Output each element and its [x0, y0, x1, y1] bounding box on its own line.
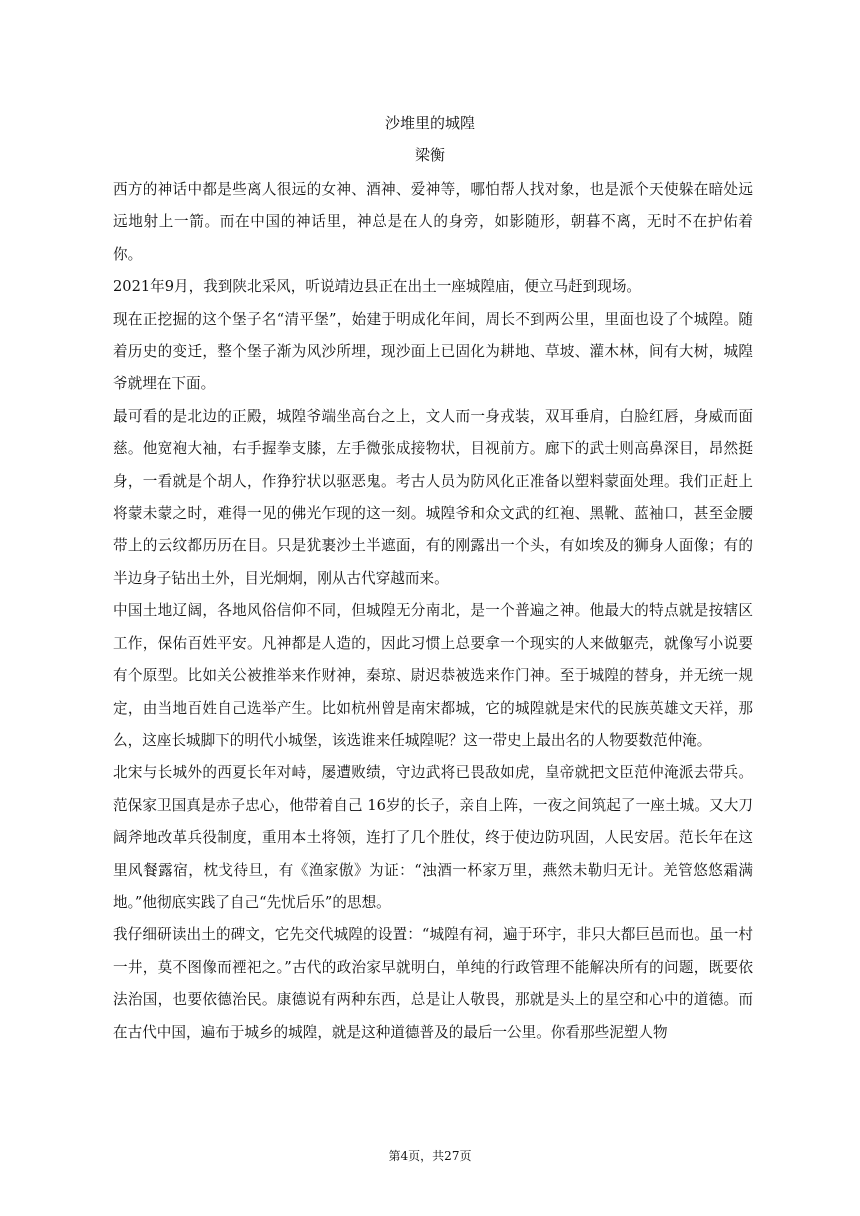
- paragraph: 最可看的是北边的正殿，城隍爷端坐高台之上，文人而一身戎装，双耳垂肩，白脸红唇，身威而面慈。他宽袍大袖，右手握拳支膝，左手微张成接物状，目视前方。廊下的武士则高鼻深目，昂然挺身，一看就是个胡人，作狰狞状以驱恶鬼。考古人员为防风化正准备以塑料蒙面处理。我们正赶上将蒙未蒙之时，难得一见的佛光乍现的这一刻。城隍爷和众文武的红袍、黑靴、蓝袖口，甚至金腰带上的云纹都历历在目。只是犹裹沙土半遮面，有的刚露出一个头，有如埃及的狮身人面像；有的半边身子钻出土外，目光炯炯，刚从古代穿越而来。: [113, 407, 753, 587]
- paragraph: 2021年9月，我到陕北采风，听说靖边县正在出土一座城隍庙，便立马赶到现场。: [113, 278, 642, 296]
- paragraph: 北宋与长城外的西夏长年对峙，屡遭败绩，守边武将已畏敌如虎，皇帝就把文臣范仲淹派去带兵。范保家卫国真是赤子忠心，他带着自己 16岁的长子，亲自上阵，一夜之间筑起了一座土城。又大刀阔斧地改革兵役制度，重用本土将领，连打了几个胜仗，终于使边防巩固，人民安居。范长年在这里风餐露宿，枕戈待旦，有《渔家傲》为证：“浊酒一杯家万里，燕然未勒归无计。羌管悠悠霜满地。”他彻底实践了自己“先忧后乐”的思想。: [113, 764, 753, 911]
- article-author: 梁衡: [414, 146, 445, 164]
- paragraph: 中国土地辽阔，各地风俗信仰不同，但城隍无分南北，是一个普遍之神。他最大的特点就是按辖区工作，保佑百姓平安。凡神都是人造的，因此习惯上总要拿一个现实的人来做躯壳，就像写小说要有个原型。比如关公被推举来作财神，秦琼、尉迟恭被选来作门神。至于城隍的替身，并无统一规定，由当地百姓自己选举产生。比如杭州曾是南宋都城，它的城隍就是宋代的民族英雄文天祥，那么，这座长城脚下的明代小城堡，该选谁来任城隍呢？这一带史上最出名的人物要数范仲淹。: [113, 602, 753, 749]
- paragraph: 西方的神话中都是些离人很远的女神、酒神、爱神等，哪怕帮人找对象，也是派个天使躲在暗处远远地射上一箭。而在中国的神话里，神总是在人的身旁，如影随形，朝暮不离，无时不在护佑着你。: [113, 181, 753, 263]
- paragraph: 现在正挖掘的这个堡子名“清平堡”，始建于明成化年间，周长不到两公里，里面也设了个城隍。随着历史的变迁，整个堡子渐为风沙所埋，现沙面上已固化为耕地、草坡、灌木林，间有大树，城隍爷就埋在下面。: [113, 310, 753, 393]
- paragraph: 我仔细研读出土的碑文，它先交代城隍的设置：“城隍有祠，遍于环宇，非只大都巨邑而也。虽一村一井，莫不图像而禋祀之。”古代的政治家早就明白，单纯的行政管理不能解决所有的问题，既要依法治国，也要依德治民。康德说有两种东西，总是让人敬畏，那就是头上的星空和心中的道德。而在古代中国，遍布于城乡的城隍，就是这种道德普及的最后一公里。你看那些泥塑人物: [113, 926, 753, 1041]
- page-number: 第4页，共27页: [388, 1149, 472, 1163]
- article-title: 沙堆里的城隍: [384, 114, 475, 132]
- article-body: [113, 174, 753, 1049]
